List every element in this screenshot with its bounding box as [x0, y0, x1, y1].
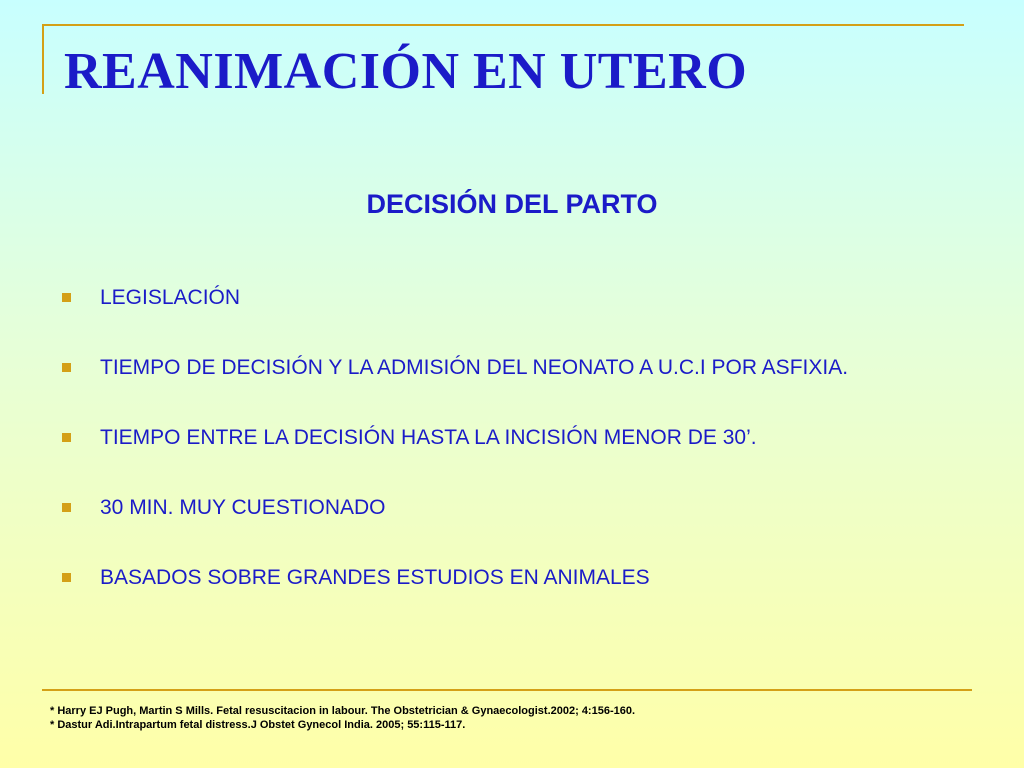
reference-item: * Dastur Adi.Intrapartum fetal distress.J Obstet Gynecol India. 2005; 55:115-117. [50, 719, 466, 731]
bullet-square-icon [62, 573, 71, 582]
bullet-item [62, 422, 962, 454]
bullet-text: TIEMPO DE DECISIÓN Y LA ADMISIÓN DEL NEONATO A U.C.I POR ASFIXIA. [100, 356, 849, 379]
bullet-item [62, 562, 962, 594]
slide-subtitle: DECISIÓN DEL PARTO [366, 189, 658, 219]
bullet-item [62, 492, 962, 524]
bullet-text: LEGISLACIÓN [100, 286, 241, 309]
reference-item: * Harry EJ Pugh, Martin S Mills. Fetal resuscitacion in labour. The Obstetrician & Gynaecologist.2002; 4:156-160. [50, 705, 636, 717]
footer-divider [42, 689, 972, 691]
left-accent-bar [42, 24, 44, 94]
bullet-item [62, 352, 962, 384]
bullet-square-icon [62, 433, 71, 442]
bullet-list [62, 282, 962, 632]
bullet-text: TIEMPO ENTRE LA DECISIÓN HASTA LA INCISIÓN MENOR DE 30’. [100, 426, 757, 449]
bullet-item [62, 282, 962, 314]
bullet-square-icon [62, 363, 71, 372]
bullet-square-icon [62, 293, 71, 302]
top-divider [42, 24, 964, 26]
bullet-text: 30 MIN. MUY CUESTIONADO [100, 496, 386, 519]
bullet-text: BASADOS SOBRE GRANDES ESTUDIOS EN ANIMALES [100, 566, 650, 589]
bullet-square-icon [62, 503, 71, 512]
reference-list [50, 704, 970, 732]
slide-title: REANIMACIÓN EN UTERO [64, 43, 748, 100]
